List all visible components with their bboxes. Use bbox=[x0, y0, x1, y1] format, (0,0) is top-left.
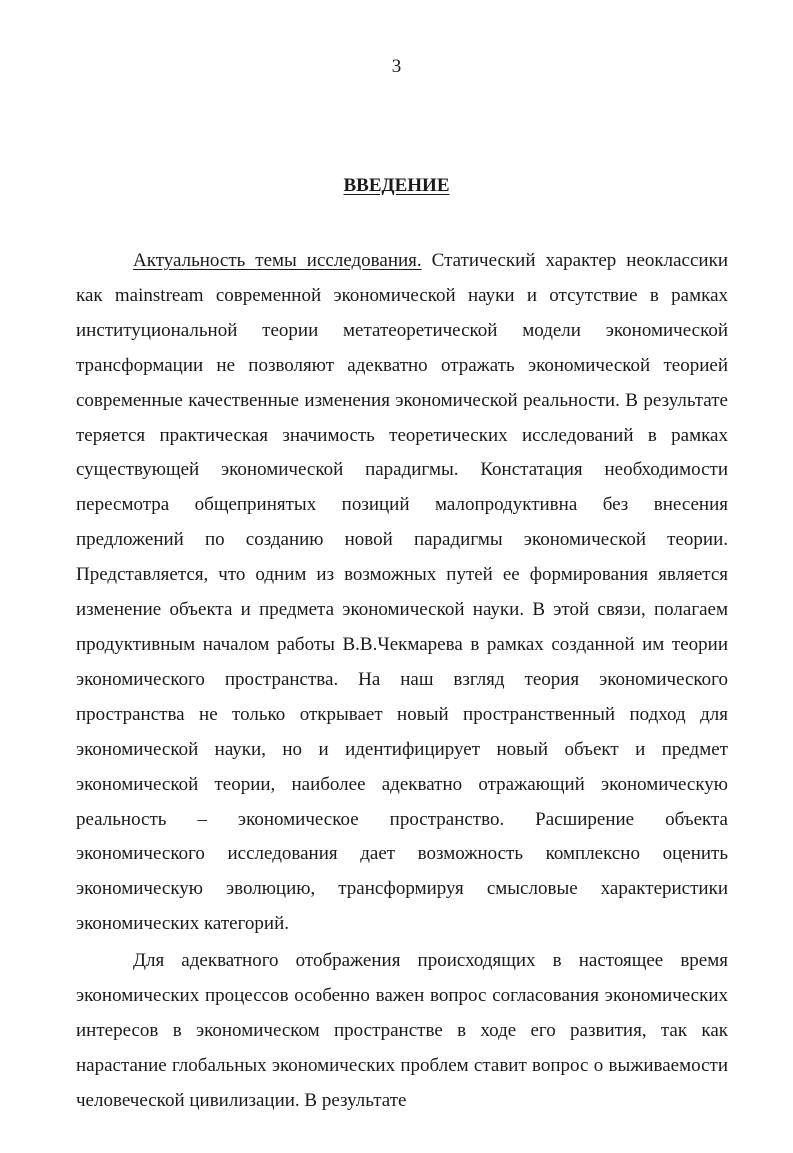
section-heading: ВВЕДЕНИЕ bbox=[343, 175, 450, 196]
paragraph-lead: Актуальность темы исследования. bbox=[133, 250, 422, 271]
paragraph-text: Для адекватного отображения происходящих в настоящее время экономических процессов особенно важен вопрос согласования экономических интересов в экономическом пространстве в ходе его развития, так как нарастание глобальных экономических проблем ставит вопрос о выживаемости человеческой цивилизации. В результате bbox=[76, 950, 728, 1111]
body-text bbox=[76, 244, 728, 1119]
paragraph bbox=[76, 244, 728, 942]
paragraph bbox=[76, 944, 728, 1119]
paragraph-text: Статический характер неоклассики как mainstream современной экономической науки и отсутствие в рамках институциональной теории метатеоретической модели экономической трансформации не позволяют адекватно отражать экономической теорией современные качественные изменения экономической реальности. В результате теряется практическая значимость теоретических исследований в рамках существующей экономической парадигмы. Констатация необходимости пересмотра общепринятых позиций малопродуктивна без внесения предложений по созданию новой парадигмы экономической теории. Представляется, что одним из возможных путей ее формирования является изменение объекта и предмета экономической науки. В этой связи, полагаем продуктивным началом работы В.В.Чекмарева в рамках созданной им теории экономического пространства. На наш взгляд теория экономического пространства не только открывает новый пространственный подход для экономической науки, но и идентифицирует новый объект и предмет экономической теории, наиболее адекватно отражающий экономическую реальность – экономическое пространство. Расширение объекта экономического исследования дает возможность комплексно оценить экономическую эволюцию, трансформируя смысловые характеристики экономических категорий. bbox=[76, 250, 728, 935]
page-number: 3 bbox=[391, 56, 402, 77]
